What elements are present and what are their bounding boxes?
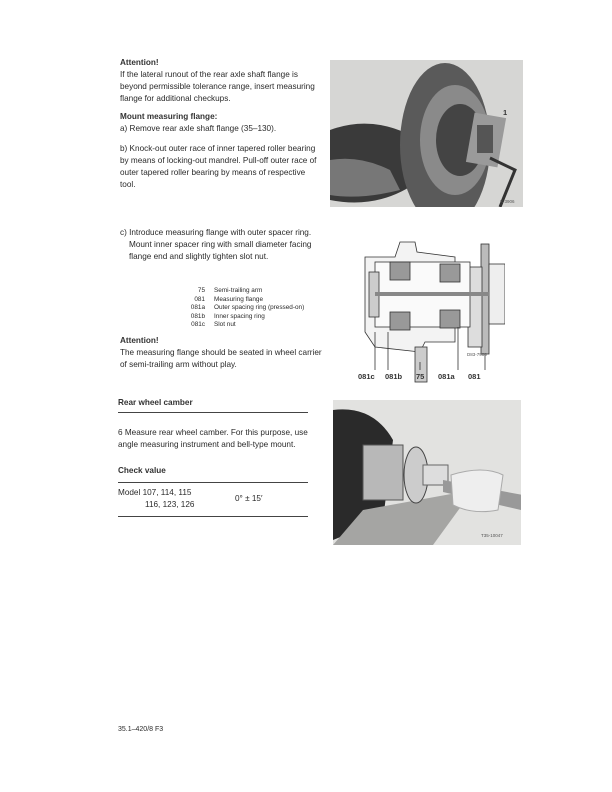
text-line: outer tapered roller bearing by means of respective xyxy=(120,168,306,177)
legend-row xyxy=(177,287,304,296)
text-line: 6 Measure rear wheel camber. For this purpose, use xyxy=(118,428,308,437)
text-line: by means of locking-out mandrel. Pull-off outer race of xyxy=(120,156,317,165)
check-value-heading: Check value xyxy=(118,466,166,475)
attention-text-2 xyxy=(120,347,322,371)
legend-num: 081b xyxy=(190,312,205,320)
step-c xyxy=(120,227,311,263)
callout-081b: 081b xyxy=(385,372,403,381)
text-line: c) Introduce measuring flange with outer spacer ring. xyxy=(120,228,312,237)
text-line: of semi-trailing arm without play. xyxy=(120,360,237,369)
parts-legend xyxy=(177,287,304,330)
legend-row xyxy=(177,313,304,322)
callout-081: 081 xyxy=(468,372,481,381)
model-label-2: 116, 123, 126 xyxy=(145,500,195,509)
text-line: Mount inner spacer ring with small diameter facing xyxy=(129,240,312,249)
divider xyxy=(118,516,308,517)
legend-label: Semi-trailing arm xyxy=(214,287,263,294)
text-line: flange end and slightly tighten slot nut. xyxy=(129,252,269,261)
step-b xyxy=(120,143,316,191)
model-label: Model 107, 114, 115 xyxy=(118,488,192,497)
photo-camber-measurement xyxy=(333,400,521,545)
text-line: The measuring flange should be seated in wheel carrier xyxy=(120,348,322,357)
callout-081c: 081c xyxy=(358,372,375,381)
photo-ref: T35-10047 xyxy=(481,533,503,538)
photo-ref: K-3906 xyxy=(500,199,515,204)
text-line: tool. xyxy=(120,180,136,189)
photo-illustration xyxy=(333,400,521,545)
mount-heading: Mount measuring flange: xyxy=(120,112,218,121)
callout-1: 1 xyxy=(503,108,508,117)
legend-row xyxy=(177,304,304,313)
legend-num: 081c xyxy=(191,321,205,328)
check-value: 0° ± 15′ xyxy=(235,494,263,503)
legend-num: 75 xyxy=(197,287,205,294)
step-6 xyxy=(118,427,308,451)
legend-num: 081a xyxy=(190,304,205,311)
photo-wheel-hub-tool xyxy=(330,60,523,207)
divider xyxy=(118,482,308,483)
legend-row xyxy=(177,296,304,305)
legend-row xyxy=(177,321,304,330)
text-line: angle measuring instrument and bell-type mount. xyxy=(118,440,296,449)
text-line: beyond permissible tolerance range, insert measuring xyxy=(120,82,315,91)
text-line: b) Knock-out outer race of inner tapered roller bearing xyxy=(120,144,316,153)
callout-081a: 081a xyxy=(438,372,455,381)
legend-label: Slot nut xyxy=(214,321,236,328)
legend-label: Inner spacing ring xyxy=(214,312,265,320)
diagram-ref: D83-7988 xyxy=(467,352,487,357)
divider xyxy=(118,412,308,413)
legend-label: Measuring flange xyxy=(214,295,264,303)
text-line: If the lateral runout of the rear axle shaft flange is xyxy=(120,70,298,79)
attention-text-1 xyxy=(120,69,315,105)
text-line: flange for additional checkups. xyxy=(120,94,231,103)
step-a: a) Remove rear axle shaft flange (35–130). xyxy=(120,124,277,133)
cross-section-diagram xyxy=(355,222,505,384)
legend-label: Outer spacing ring (pressed-on) xyxy=(214,304,305,311)
photo-illustration xyxy=(330,60,523,207)
attention-heading-1: Attention! xyxy=(120,58,159,67)
page-reference: 35.1–420/8 F3 xyxy=(118,726,164,733)
attention-heading-2: Attention! xyxy=(120,336,159,345)
legend-num: 081 xyxy=(194,295,205,303)
callout-75: 75 xyxy=(416,372,425,381)
camber-heading: Rear wheel camber xyxy=(118,398,193,407)
